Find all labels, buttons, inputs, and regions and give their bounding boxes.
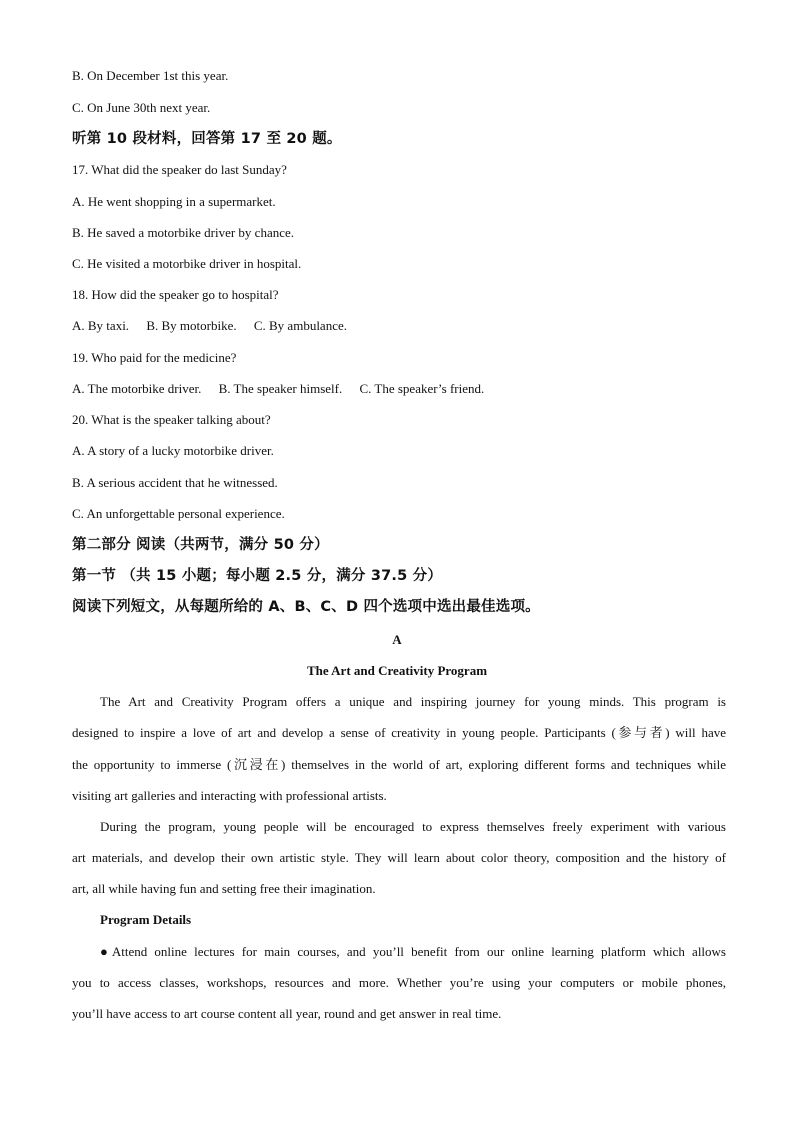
q19-option-c: C. The speaker’s friend.	[359, 381, 485, 396]
reading-instruction: 阅读下列短文，从每题所给的 A、B、C、D 四个选项中选出最佳选项。	[72, 599, 540, 615]
q19-options	[72, 381, 498, 397]
q18-option-a: A. By taxi.	[72, 318, 130, 333]
q17-option-b: B. He saved a motorbike driver by chance.	[72, 225, 295, 240]
q18-stem: 18. How did the speaker go to hospital?	[72, 287, 279, 302]
q20-option-c: C. An unforgettable personal experience.	[72, 506, 285, 521]
para2-line: art materials, and develop their own artistic style. They will learn about color theory, composition and the history of	[72, 850, 726, 865]
q16-option-c: C. On June 30th next year.	[72, 100, 211, 115]
bullet1-line: ●Attend online lectures for main courses, and you’ll benefit from our online learning platform which allows	[100, 944, 726, 959]
q18-option-c: C. By ambulance.	[253, 318, 347, 333]
q19-option-a: A. The motorbike driver.	[72, 381, 202, 396]
q17-option-a: A. He went shopping in a supermarket.	[72, 194, 276, 209]
bullet1-line: you’ll have access to art course content all year, round and get answer in real time.	[72, 1006, 502, 1021]
program-details-heading: Program Details	[100, 912, 192, 927]
q20-option-b: B. A serious accident that he witnessed.	[72, 475, 278, 490]
para2-line: During the program, young people will be encouraged to express themselves freely experiment with various	[100, 819, 726, 834]
passage-title: The Art and Creativity Program	[306, 663, 488, 678]
q17-option-c: C. He visited a motorbike driver in hospital.	[72, 256, 302, 271]
bullet1-line: you to access classes, workshops, resources and more. Whether you’re using your computers or mobile phones,	[72, 975, 726, 990]
reading-section-heading: 第一节 （共 15 小题；每小题 2.5 分，满分 37.5 分）	[72, 568, 443, 584]
para1-line: the opportunity to immerse (沉浸在) themselves in the world of art, exploring different forms and techniques while	[72, 757, 726, 772]
section10-heading: 听第 10 段材料，回答第 17 至 20 题。	[72, 131, 342, 147]
q16-option-b: B. On December 1st this year.	[72, 68, 229, 83]
q19-stem: 19. Who paid for the medicine?	[72, 350, 237, 365]
para1-line: The Art and Creativity Program offers a unique and inspiring journey for young minds. This program is	[100, 694, 726, 709]
para2-line: art, all while having fun and setting free their imagination.	[72, 881, 376, 896]
q17-stem: 17. What did the speaker do last Sunday?	[72, 162, 287, 177]
q20-option-a: A. A story of a lucky motorbike driver.	[72, 443, 274, 458]
reading-part-heading: 第二部分 阅读（共两节，满分 50 分）	[72, 537, 329, 553]
passage-letter: A	[392, 632, 402, 647]
para1-line: designed to inspire a love of art and develop a sense of creativity in young people. Participants (参与者) will have	[72, 725, 726, 740]
para1-line: visiting art galleries and interacting with professional artists.	[72, 788, 387, 803]
q18-options	[72, 318, 361, 334]
q19-option-b: B. The speaker himself.	[218, 381, 343, 396]
q18-option-b: B. By motorbike.	[146, 318, 237, 333]
q20-stem: 20. What is the speaker talking about?	[72, 412, 271, 427]
